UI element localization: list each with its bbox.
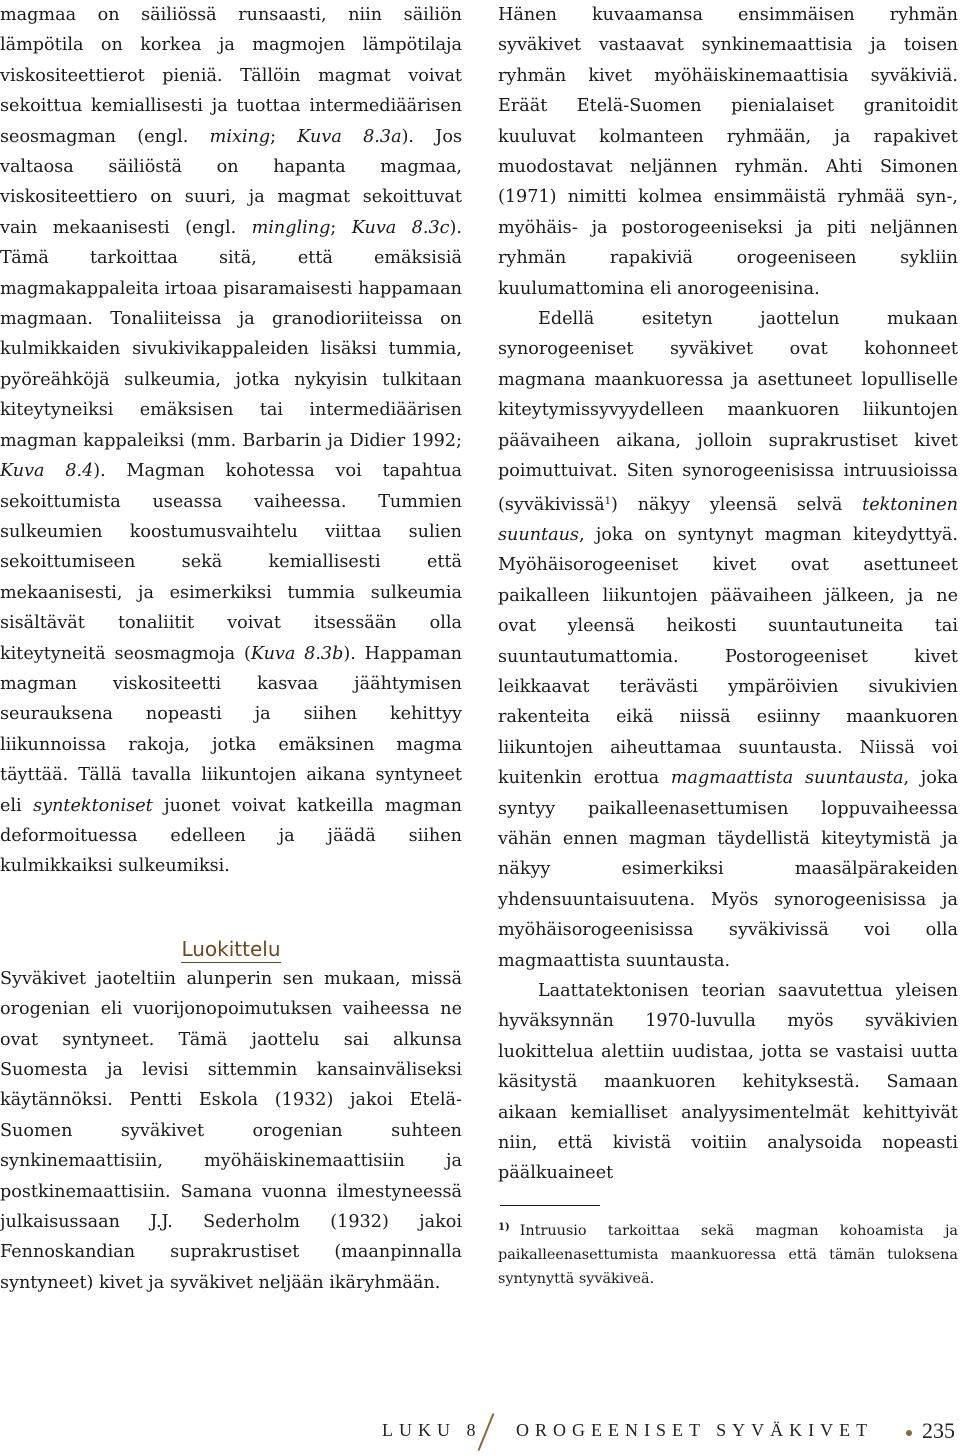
text-run: ; — [270, 126, 298, 147]
text-run: ). Happaman magman viskositeetti kasvaa jäähtymisen seurauksena nopeasti ja siihen kehittyy liikunnoissa rakoja, jotka emäksinen magma täyttää. Tällä tavalla liikuntojen aikana syntyneet eli — [0, 643, 462, 816]
running-section-title: OROGEENISET SYVÄKIVET — [516, 1420, 874, 1440]
page-number: 235 — [922, 1418, 955, 1443]
text-run: Edellä esitetyn jaottelun mukaan synorogeeniset syväkivet ovat kohonneet magmana maankuoressa ja asettuneet lopulliselle kiteytymissyvyydelleen maankuoren liikuntojen päävaiheen aikana, jolloin suprakrustiset kivet poimuttuivat. Siten synorogeenisissa intruusioissa (syväkivissä — [498, 309, 958, 515]
body-paragraph — [498, 304, 958, 976]
bullet-dot-icon — [906, 1430, 912, 1436]
text-run: , joka on syntynyt magman kiteydyttyä. Myöhäisorogeeniset kivet ovat asettuneet paikalleen liikuntojen päävaiheen jälkeen, ja ne ovat yleensä heikosti suuntautuneita tai suuntautumattomia. Postorogeeniset kivet leikkaavat terävästi ympäröivien sivukivien rakenteita eikä niissä esiinny maankuoren liikuntojen aiheuttamaa suuntausta. Niissä voi kuitenkin erottua — [498, 524, 958, 789]
chapter-label: LUKU 8 — [382, 1420, 482, 1440]
right-column — [498, 0, 958, 1291]
italic-term: mingling — [251, 217, 331, 238]
body-paragraph — [0, 0, 462, 882]
text-run: , joka syntyy paikalleenasettumisen loppuvaiheessa vähän ennen magman täydellistä kiteytymistä ja näkyy esimerkiksi maasälpärakeiden yhdensuuntaisuutena. Myös synorogeenisissa ja myöhäisorogeenisissa syväkivissä voi olla magmaattista suuntausta. — [498, 768, 958, 971]
footnote — [498, 1216, 958, 1291]
text-run: juonet voivat katkeilla magman deformoituessa edelleen ja jäädä siihen kulmikkaiksi sulkeumiksi. — [0, 795, 462, 877]
figure-reference: Kuva 8.4 — [0, 461, 94, 482]
figure-reference: Kuva 8.3b — [250, 643, 344, 664]
footnote-reference: 1 — [604, 495, 612, 507]
body-paragraph: Hänen kuvaamansa ensimmäisen ryhmän syväkivet vastaavat synkinemaattisia ja toisen ryhmän kivet myöhäiskinemaattisia syväkiviä. Eräät Etelä-Suomen pienialaiset granitoidit kuuluvat kolmanteen ryhmään, ja rapakivet muodostavat neljännen ryhmän. Ahti Simonen (1971) nimitti kolmea ensimmäistä ryhmää syn-, myöhäis- ja postorogeeniseksi ja piti neljännen ryhmän rapakiviä orogeeniseen sykliin kuulumattomina eli anorogeenisina. — [498, 5, 958, 299]
text-run: ). Jos valtaosa säiliöstä on hapanta magmaa, viskositeettiero on suuri, ja magmat sekoittuvat vain mekaanisesti (engl. — [0, 126, 462, 238]
footnote-marker: 1) — [498, 1221, 510, 1233]
italic-term: syntektoniset — [33, 795, 153, 816]
section-heading — [0, 882, 462, 964]
page-footer — [0, 1416, 960, 1452]
body-paragraph: Syväkivet jaoteltiin alunperin sen mukaan, missä orogenian eli vuorijonopoimutuksen vaiheessa ne ovat syntyneet. Tämä jaottelu sai alkunsa Suomesta ja levisi sittemmin kansainväliseksi käytännöksi. Pentti Eskola (1932) jakoi Etelä-Suomen syväkivet orogenian suhteen synkinemaattisiin, myöhäiskinemaattisiin ja postkinemaattisiin. Samana vuonna ilmestyneessä julkaisussaan J.J. Sederholm (1932) jakoi Fennoskandian suprakrustiset (maanpinnalla syntyneet) kivet ja syväkivet neljään ikäryhmään. — [0, 968, 462, 1293]
italic-term: mixing — [209, 126, 271, 147]
section-heading-text: Luokittelu — [181, 936, 281, 961]
footnote-text: Intruusio tarkoittaa sekä magman kohoamista ja paikalleenasettumista maankuoressa että tämän tuloksena syntynyttä syväkiveä. — [498, 1222, 958, 1287]
italic-term: tektoninen suuntaus — [498, 494, 958, 545]
footnote-divider — [500, 1205, 600, 1206]
text-run: ). Tämä tarkoittaa sitä, että emäksisiä magmakappaleita irtoaa pisaramaisesti happamaan magmaan. Tonaliiteissa ja granodioriiteissa on kulmikkaiden sivukivikappaleiden lisäksi tummia, pyöreähköjä sulkeumia, jotka nykyisin tulkitaan kiteytyneiksi emäksisen tai intermediäärisen magman kappaleiksi (mm. Barbarin ja Didier 1992; — [0, 217, 462, 451]
figure-reference: Kuva 8.3a — [297, 126, 402, 147]
text-run: ) näkyy yleensä selvä — [611, 494, 863, 515]
body-paragraph: Laattatektonisen teorian saavutettua yleisen hyväksynnän 1970-luvulla myös syväkivien luokittelua alettiin uudistaa, jotta se vastaisi uutta käsitystä maankuoren kehityksestä. Samaan aikaan kemialliset analyysimentelmät kehittyivät niin, että kivistä voitiin analysoida nopeasti päälkuaineet — [498, 981, 958, 1184]
text-run: ). Magman kohotessa voi tapahtua sekoittumista useassa vaiheessa. Tummien sulkeumien koostumusvaihtelu viittaa sulien sekoittumiseen sekä kemiallisesti että mekaanisesti, ja esimerkiksi tummia sulkeumia sisältävät tonaliitit voivat itsessään olla kiteytyneitä seosmagmoja ( — [0, 461, 462, 664]
italic-term: magmaattista suuntausta — [670, 768, 904, 789]
text-run: ; — [330, 217, 352, 238]
left-column — [0, 0, 462, 1298]
text-run: magmaa on säiliössä runsaasti, niin säiliön lämpötila on korkea ja magmojen lämpötilaja viskositeettierot pieniä. Tällöin magmat voivat sekoittua kemiallisesti ja tuottaa intermediäärisen seosmagman (engl. — [0, 5, 462, 147]
figure-reference: Kuva 8.3c — [351, 217, 450, 238]
